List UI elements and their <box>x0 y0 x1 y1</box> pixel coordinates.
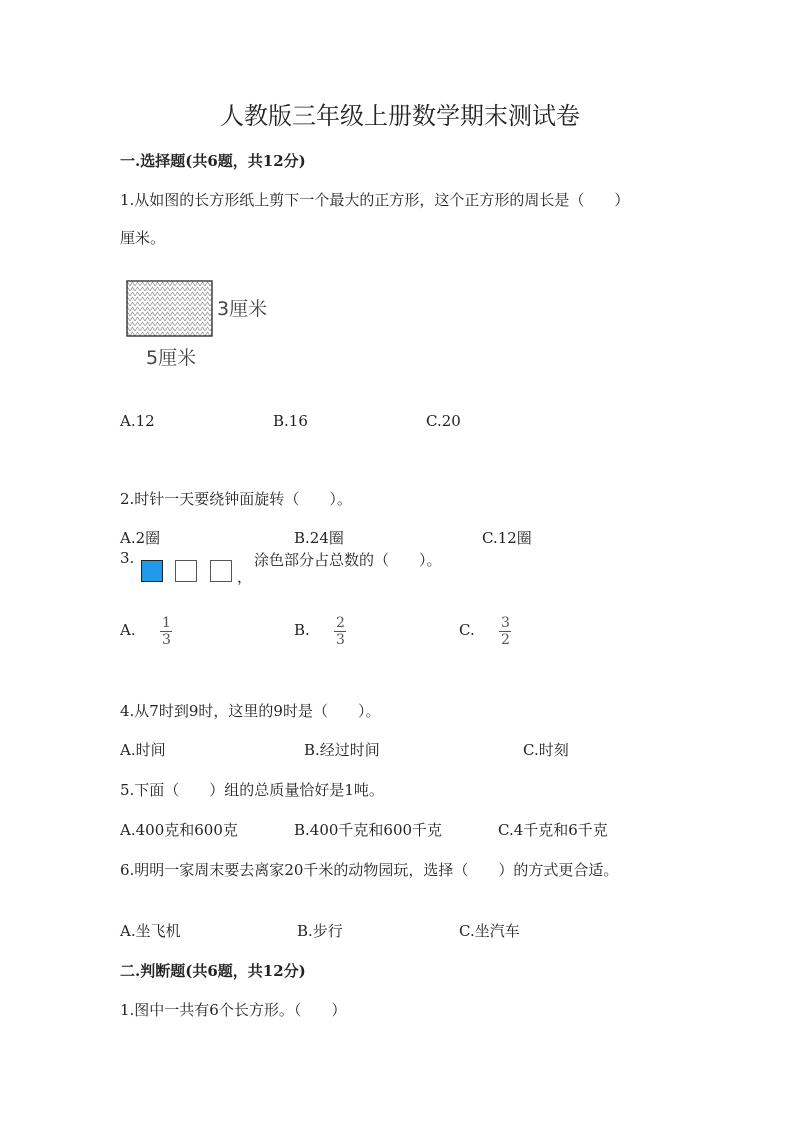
question-5-text: 5.下面（ ）组的总质量恰好是1吨。 <box>120 781 384 799</box>
denominator: 3 <box>162 632 171 648</box>
rectangle-height-label: 3厘米 <box>217 298 268 320</box>
question-3-number: 3. <box>120 549 135 567</box>
section-heading-true-false: 二.判断题(共6题，共12分) <box>120 962 306 980</box>
rectangle-width-label: 5厘米 <box>146 347 197 369</box>
denominator: 2 <box>501 632 510 648</box>
q1-option-a[interactable]: A.12 <box>120 412 155 430</box>
q2-option-c[interactable]: C.12圈 <box>482 529 532 547</box>
q5-option-a[interactable]: A.400克和600克 <box>120 821 238 839</box>
empty-square <box>210 560 232 582</box>
filled-square <box>141 560 163 582</box>
q3-option-c[interactable] <box>459 621 475 639</box>
q5-option-b[interactable]: B.400千克和600千克 <box>294 821 443 839</box>
judgment-question-1-text: 1.图中一共有6个长方形。（ ） <box>120 1001 347 1019</box>
denominator: 3 <box>336 632 345 648</box>
question-1-rectangle-figure <box>120 276 280 376</box>
q2-option-b[interactable]: B.24圈 <box>294 529 344 547</box>
numerator: 3 <box>501 615 510 631</box>
q3-option-a[interactable] <box>120 621 136 639</box>
empty-square <box>175 560 197 582</box>
q1-option-b[interactable]: B.16 <box>273 412 308 430</box>
q4-option-c[interactable]: C.时刻 <box>523 741 569 759</box>
question-2-text: 2.时针一天要绕钟面旋转（ ）。 <box>120 490 352 508</box>
fraction-two-thirds <box>334 615 347 648</box>
fraction-one-third <box>160 615 173 648</box>
q3-option-b[interactable] <box>294 621 310 639</box>
q1-option-c[interactable]: C.20 <box>426 412 461 430</box>
q6-option-a[interactable]: A.坐飞机 <box>120 922 181 940</box>
question-6-text: 6.明明一家周末要去离家20千米的动物园玩，选择（ ）的方式更合适。 <box>120 861 619 879</box>
q5-option-c[interactable]: C.4千克和6千克 <box>498 821 608 839</box>
question-1-text: 1.从如图的长方形纸上剪下一个最大的正方形，这个正方形的周长是（ ） <box>120 191 630 209</box>
option-letter: C. <box>459 621 475 639</box>
section-heading-choice: 一.选择题(共6题，共12分) <box>120 152 306 170</box>
question-3-comma: ， <box>237 568 253 586</box>
option-letter: B. <box>294 621 310 639</box>
q2-option-a[interactable]: A.2圈 <box>120 529 161 547</box>
numerator: 2 <box>336 615 345 631</box>
numerator: 1 <box>162 615 171 631</box>
question-4-text: 4.从7时到9时，这里的9时是（ ）。 <box>120 702 381 720</box>
page-title: 人教版三年级上册数学期末测试卷 <box>220 102 580 130</box>
fraction-three-halves <box>499 615 512 648</box>
q4-option-b[interactable]: B.经过时间 <box>304 741 380 759</box>
q6-option-c[interactable]: C.坐汽车 <box>459 922 520 940</box>
dotted-rectangle <box>127 281 212 336</box>
option-letter: A. <box>120 621 136 639</box>
q6-option-b[interactable]: B.步行 <box>297 922 343 940</box>
question-1-text-continued: 厘米。 <box>120 229 166 247</box>
question-3-text: 涂色部分占总数的（ ）。 <box>254 551 442 569</box>
q4-option-a[interactable]: A.时间 <box>120 741 166 759</box>
